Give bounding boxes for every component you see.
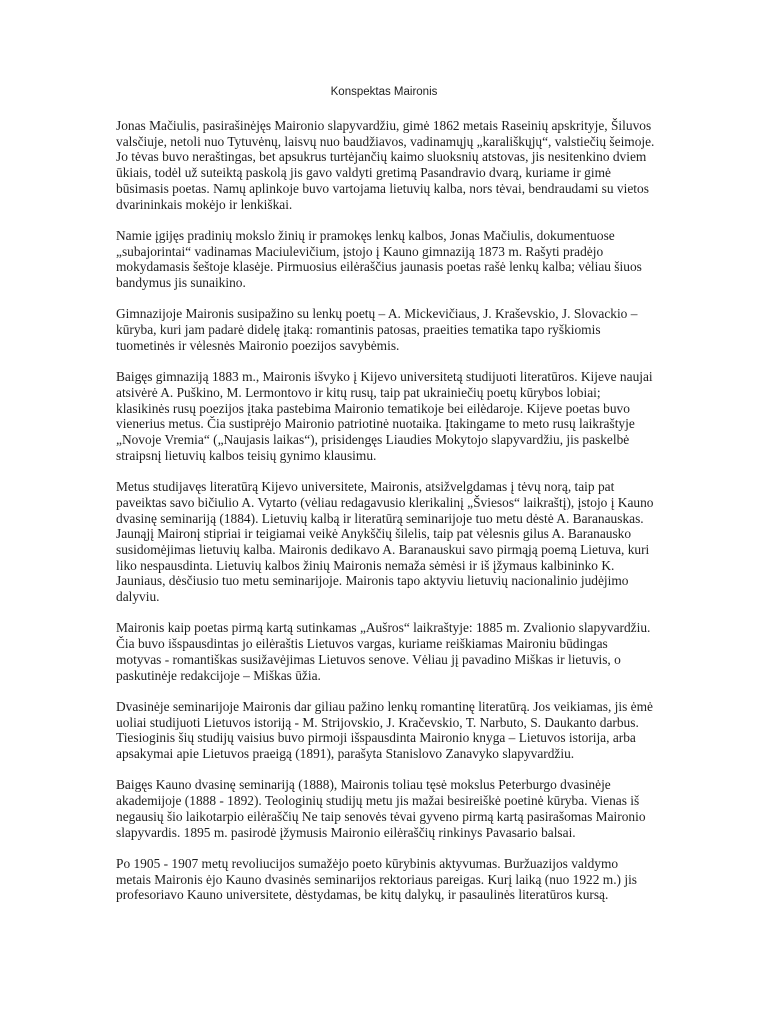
paragraph-petersburg: Baigęs Kauno dvasinę seminariją (1888), Maironis toliau tęsė mokslus Peterburgo dvasinėje akademijoje (1888 - 1892). Teologinių studijų metu jis mažai besireiškė poetinė kūryba. Vienas iš negausių šio laikotarpio eilėraščių Ne taip senovės tėvai gyveno pirmą kartą pasirašomas Maironio slapyvardis. 1895 m. pasirodė įžymusis Maironio eilėraščių rinkinys Pavasario balsai. bbox=[116, 777, 646, 840]
paragraph-polish-poets: Gimnazijoje Maironis susipažino su lenkų poetų – A. Mickevičiaus, J. Kraševskio, J. Slovackio – kūryba, kuri jam padarė didelę įtaką: romantinis patosas, praeities tematika tapo ryškiomis tuometinės ir vėlesnės Maironio poezijos savybėmis. bbox=[116, 306, 638, 353]
document-body bbox=[116, 118, 656, 903]
paragraph-birth: Jonas Mačiulis, pasirašinėjęs Maironio slapyvardžiu, gimė 1862 metais Raseinių apskrityje, Šiluvos valsčiuje, netoli nuo Tytuvėnų, laisvų nuo baudžiavos, vadinamųjų „karališkųjų“, valstiečių šeimoje. Jo tėvas buvo neraštingas, bet apsukrus turtėjančių kaimo sluoksnių atstovas, jis nesitenkino dviem ūkiais, todėl už suteiktą paskolą jis gavo valdyti gretimą Pasandravio dvarą, kuriame ir gimė būsimasis poetas. Namų aplinkoje buvo vartojama lietuvių kalba, nors tėvai, bendraudami su vietos dvarininkais mokėjo ir lenkiškai. bbox=[116, 118, 655, 212]
paragraph-ausra: Maironis kaip poetas pirmą kartą sutinkamas „Aušros“ laikraštyje: 1885 m. Zvalionio slapyvardžiu. Čia buvo išspausdintas jo eilėraštis Lietuvos vargas, kuriame reiškiamas Maironiu būdingas motyvas - romantiškas susižavėjimas Lietuvos senove. Vėliau jį pavadino Miškas ir lietuvis, o paskutinėje redakcijoje – Miškas ūžia. bbox=[116, 620, 651, 683]
paragraph-later-years: Po 1905 - 1907 metų revoliucijos sumažėjo poeto kūrybinis aktyvumas. Buržuazijos valdymo metais Maironis ėjo Kauno dvasinės seminarijos rektoriaus pareigas. Kurį laiką (nuo 1922 m.) jis profesoriavo Kauno universitete, dėstydamas, be kitų dalykų, ir pasaulinės literatūros kursą. bbox=[116, 855, 638, 903]
document-title: Konspektas Maironis bbox=[330, 86, 438, 98]
paragraph-gymnasium-entry: Namie įgijęs pradinių mokslo žinių ir pramokęs lenkų kalbos, Jonas Mačiulis, dokumentuose „subajorintai“ vadinamas Maciulevičium, įstojo į Kauno gimnaziją 1873 m. Rašyti pradėjo mokydamasis šeštoje klasėje. Pirmuosius eilėraščius jaunasis poetas rašė lenkų kalba; vėliau šiuos bandymus jis sunaikino. bbox=[116, 227, 642, 291]
paragraph-history-studies: Dvasinėje seminarijoje Maironis dar giliau pažino lenkų romantinę literatūrą. Jos veikiamas, jis ėmė uoliai studijuoti Lietuvos istoriją - M. Strijovskio, J. Kračevskio, T. Narbuto, S. Daukanto darbus. Tiesioginis šių studijų vaisius buvo pirmoji išspausdinta Maironio knyga – Lietuvos istorija, arba apsakymai apie Lietuvos praeigą (1891), parašyta Stanislovo Zanavyko slapyvardžiu. bbox=[116, 698, 653, 762]
paragraph-seminary: Metus studijavęs literatūrą Kijevo universitete, Maironis, atsižvelgdamas į tėvų norą, taip pat paveiktas savo bičiulio A. Vytarto (vėliau redagavusio klerikalinį „Šviesos“ laikraštį), įstojo į Kauno dvasinę seminariją (1884). Lietuvių kalbą ir literatūrą seminarijoje tuo metu dėstė A. Baranauskas. Jaunąjį Maironį stipriai ir teigiamai veikė Anykščių šilelis, taip pat vėlesnis gilus A. Baranausko susidomėjimas lietuvių kalba. Maironis dedikavo A. Baranauskui savo pirmąją poemą Lietuva, kuri liko nespausdinta. Lietuvių kalbos žinių Maironis nemaža sėmėsi ir iš įžymaus kalbininko K. Jauniaus, dėsčiusio tuo metu seminarijoje. Maironis tapo aktyviu lietuvių nacionalinio judėjimo dalyviu. bbox=[116, 479, 654, 605]
paragraph-kiev: Baigęs gimnaziją 1883 m., Maironis išvyko į Kijevo universitetą studijuoti literatūros. Kijeve naujai atsivėrė A. Puškino, M. Lermontovo ir kitų rusų, taip pat ukrainiečių poetų kūrybos lobiai; klasikinės rusų poezijos įtaka pastebima Maironio tematikoje bei eilėdaroje. Kijeve poetas buvo vienerius metus. Čia sustiprėjo Maironio patriotinė nuotaika. Įtakingame to meto rusų laikraštyje „Novoje Vremia“ („Naujasis laikas“), prisidengęs Liaudies Mokytojo slapyvardžiu, jis paskelbė straipsnį lietuvių kalbos teisių gynimo klausimu. bbox=[116, 369, 653, 463]
